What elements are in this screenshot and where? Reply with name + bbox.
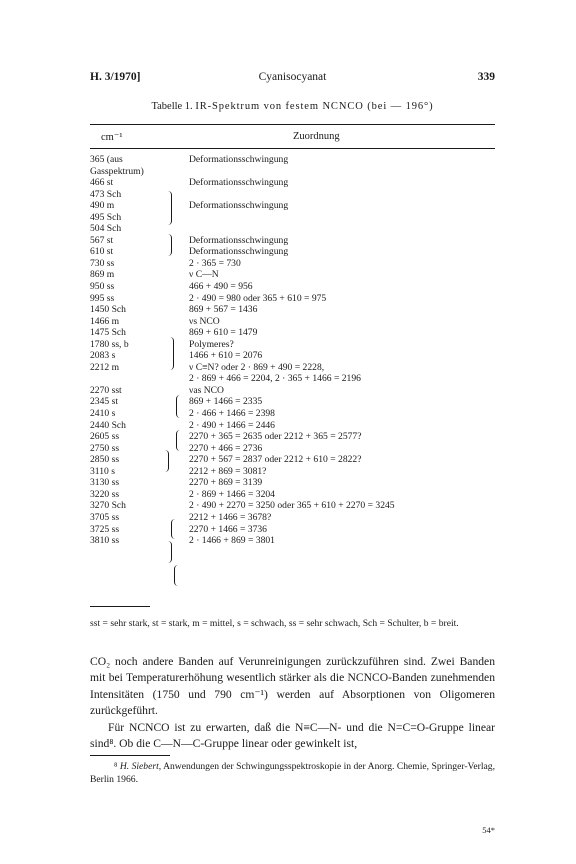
table-row — [90, 420, 495, 432]
group-brace — [166, 234, 172, 256]
wavenumber-cell: 3130 ss — [90, 477, 120, 489]
assignment-cell: 2270 + 869 = 3139 — [189, 477, 263, 489]
table-top-rule — [90, 124, 495, 125]
table-row — [90, 535, 495, 547]
table-row — [90, 212, 495, 224]
table-row — [90, 235, 495, 247]
footnote-author: H. Siebert, — [119, 761, 162, 772]
assignment-cell: ν C≡N? oder 2 · 869 + 490 = 2228, — [189, 361, 325, 373]
table-row — [90, 350, 495, 362]
footnote-rule — [90, 755, 170, 756]
table-row — [90, 512, 495, 524]
table-row — [90, 431, 495, 443]
wavenumber-cell: 466 st — [90, 177, 114, 189]
table-row — [90, 200, 495, 212]
wavenumber-cell: 950 ss — [90, 281, 115, 293]
table-row — [90, 269, 495, 281]
table-row — [90, 362, 495, 374]
wavenumber-cell: Gasspektrum) — [90, 165, 144, 177]
table-caption-label: Tabelle 1. — [151, 101, 193, 112]
footnote-text: Anwendungen der Schwingungsspektroskopie in der Anorg. Chemie, Springer-Verlag, Berlin 1966. — [90, 761, 495, 785]
wavenumber-cell: 1780 ss, b — [90, 338, 129, 350]
table-abbreviations: sst = sehr stark, st = stark, m = mittel, s = schwach, ss = sehr schwach, Sch = Schulter, b = breit. — [90, 618, 459, 629]
assignment-cell: 2 · 869 + 1466 = 3204 — [189, 488, 275, 500]
column-header-assignment: Zuordnung — [293, 131, 340, 142]
footnote-marker: ⁸ — [114, 761, 118, 772]
assignment-cell: 1466 + 610 = 2076 — [189, 350, 263, 362]
assignment-cell: 2 · 490 + 2270 = 3250 oder 365 + 610 + 2270 = 3245 — [189, 500, 395, 512]
assignment-cell: 2 · 466 + 1466 = 2398 — [189, 408, 275, 420]
wavenumber-cell: 2605 ss — [90, 431, 120, 443]
wavenumber-cell: 995 ss — [90, 292, 115, 304]
assignment-cell: 2212 + 869 = 3081? — [189, 465, 267, 477]
assignment-cell: νas NCO — [189, 384, 224, 396]
wavenumber-cell: 3270 Sch — [90, 500, 126, 512]
group-brace — [164, 450, 169, 472]
wavenumber-cell: 1466 m — [90, 315, 120, 327]
wavenumber-cell: 567 st — [90, 234, 114, 246]
wavenumber-cell: 490 m — [90, 200, 115, 212]
table-row — [90, 466, 495, 478]
wavenumber-cell: 3725 ss — [90, 523, 120, 535]
wavenumber-cell: 3705 ss — [90, 511, 120, 523]
wavenumber-cell: 730 ss — [90, 257, 115, 269]
wavenumber-cell: 495 Sch — [90, 211, 122, 223]
wavenumber-cell: 473 Sch — [90, 188, 122, 200]
assignment-cell: 2270 + 365 = 2635 oder 2212 + 365 = 2577? — [189, 431, 362, 443]
assignment-cell: Polymeres? — [189, 338, 234, 350]
assignment-cell: 2 · 869 + 466 = 2204, 2 · 365 + 1466 = 2196 — [189, 373, 361, 385]
body-paragraph: Für NCNCO ist zu erwarten, daß die N≡C—N- und die N=C=O-Gruppe linear sind⁸. Ob die C—N—C-Gruppe linear oder gewinkelt ist, — [90, 720, 495, 751]
running-head — [90, 71, 495, 87]
table-bottom-rule — [90, 606, 150, 607]
wavenumber-cell: 504 Sch — [90, 223, 122, 235]
assignment-cell: 2 · 490 = 980 oder 365 + 610 = 975 — [189, 292, 327, 304]
wavenumber-cell: 869 m — [90, 269, 115, 281]
running-title: Cyanisocyanat — [258, 71, 327, 83]
assignment-cell: 869 + 1466 = 2335 — [189, 396, 263, 408]
table-row — [90, 246, 495, 258]
group-brace — [166, 191, 172, 225]
table-row — [90, 489, 495, 501]
wavenumber-cell: 2410 s — [90, 408, 116, 420]
table-row — [90, 327, 495, 339]
table-row — [90, 304, 495, 316]
group-brace — [176, 395, 181, 418]
group-brace — [166, 541, 172, 563]
table-row — [90, 258, 495, 270]
assignment-cell: Deformationsschwingung — [189, 234, 289, 246]
assignment-cell: 2 · 1466 + 869 = 3801 — [189, 535, 275, 547]
assignment-cell: 2 · 490 + 1466 = 2446 — [189, 419, 275, 431]
table-row — [90, 373, 495, 385]
assignment-cell: 2270 + 567 = 2837 oder 2212 + 610 = 2822? — [189, 454, 362, 466]
wavenumber-cell: 3220 ss — [90, 488, 120, 500]
table-row — [90, 500, 495, 512]
body-paragraph: CO₂ noch andere Banden auf Verunreinigungen zurückzuführen sind. Zwei Banden mit bei Temperaturerhöhung wesentlich stärker als die NCNCO-Banden zunehmenden Intensitäten (1750 und 790 cm⁻¹) werden auf Absorptionen von Oligomeren zurückgeführt. — [90, 655, 495, 718]
assignment-cell: 869 + 567 = 1436 — [189, 304, 258, 316]
assignment-cell: Deformationsschwingung — [189, 246, 289, 258]
wavenumber-cell: 3810 ss — [90, 535, 120, 547]
table-row — [90, 396, 495, 408]
group-brace — [168, 337, 174, 370]
table-row — [90, 189, 495, 201]
column-header-wavenumber: cm⁻¹ — [101, 132, 123, 143]
assignment-cell: 2270 + 466 = 2736 — [189, 442, 263, 454]
table-row — [90, 281, 495, 293]
wavenumber-cell: 2850 ss — [90, 454, 120, 466]
table-caption-text: IR-Spektrum von festem NCNCO (bei — 196°) — [195, 101, 434, 112]
table-row — [90, 293, 495, 305]
wavenumber-cell: 2212 m — [90, 361, 120, 373]
signature-mark: 54* — [482, 825, 495, 835]
assignment-cell: 466 + 490 = 956 — [189, 281, 253, 293]
table-row — [90, 454, 495, 466]
table-row — [90, 408, 495, 420]
table-caption — [90, 101, 495, 112]
group-brace — [176, 430, 181, 451]
table-row — [90, 316, 495, 328]
table-row — [90, 154, 495, 166]
table-row — [90, 524, 495, 536]
table-header-rule — [90, 148, 495, 149]
assignment-cell: Deformationsschwingung — [189, 154, 289, 165]
table-row — [90, 339, 495, 351]
wavenumber-cell: 2345 st — [90, 396, 118, 408]
wavenumber-cell: 2750 ss — [90, 442, 120, 454]
group-brace — [174, 565, 179, 586]
group-brace — [171, 519, 176, 539]
table-body — [90, 154, 495, 547]
table-row — [90, 177, 495, 189]
assignment-cell: 2212 + 1466 = 3678? — [189, 511, 272, 523]
wavenumber-cell: 1450 Sch — [90, 304, 126, 316]
wavenumber-cell: 2270 sst — [90, 384, 122, 396]
assignment-cell: Deformationsschwingung — [189, 200, 289, 212]
journal-issue: H. 3/1970] — [90, 71, 141, 83]
assignment-cell: νs NCO — [189, 315, 220, 327]
assignment-cell: 2 · 365 = 730 — [189, 257, 241, 269]
wavenumber-cell: 1475 Sch — [90, 327, 126, 339]
table-row — [90, 223, 495, 235]
page-number: 339 — [477, 71, 495, 83]
assignment-cell: ν C—N — [189, 269, 219, 281]
table-row — [90, 477, 495, 489]
assignment-cell: 869 + 610 = 1479 — [189, 327, 258, 339]
wavenumber-cell: 610 st — [90, 246, 114, 258]
assignment-cell: 2270 + 1466 = 3736 — [189, 523, 267, 535]
table-row — [90, 166, 495, 178]
table-row — [90, 443, 495, 455]
wavenumber-cell: 365 (aus — [90, 154, 123, 165]
wavenumber-cell: 3110 s — [90, 465, 115, 477]
wavenumber-cell: 2440 Sch — [90, 419, 126, 431]
assignment-cell: Deformationsschwingung — [189, 177, 289, 189]
footnote — [90, 760, 495, 786]
table-row — [90, 385, 495, 397]
wavenumber-cell: 2083 s — [90, 350, 116, 362]
body-text — [90, 654, 495, 752]
